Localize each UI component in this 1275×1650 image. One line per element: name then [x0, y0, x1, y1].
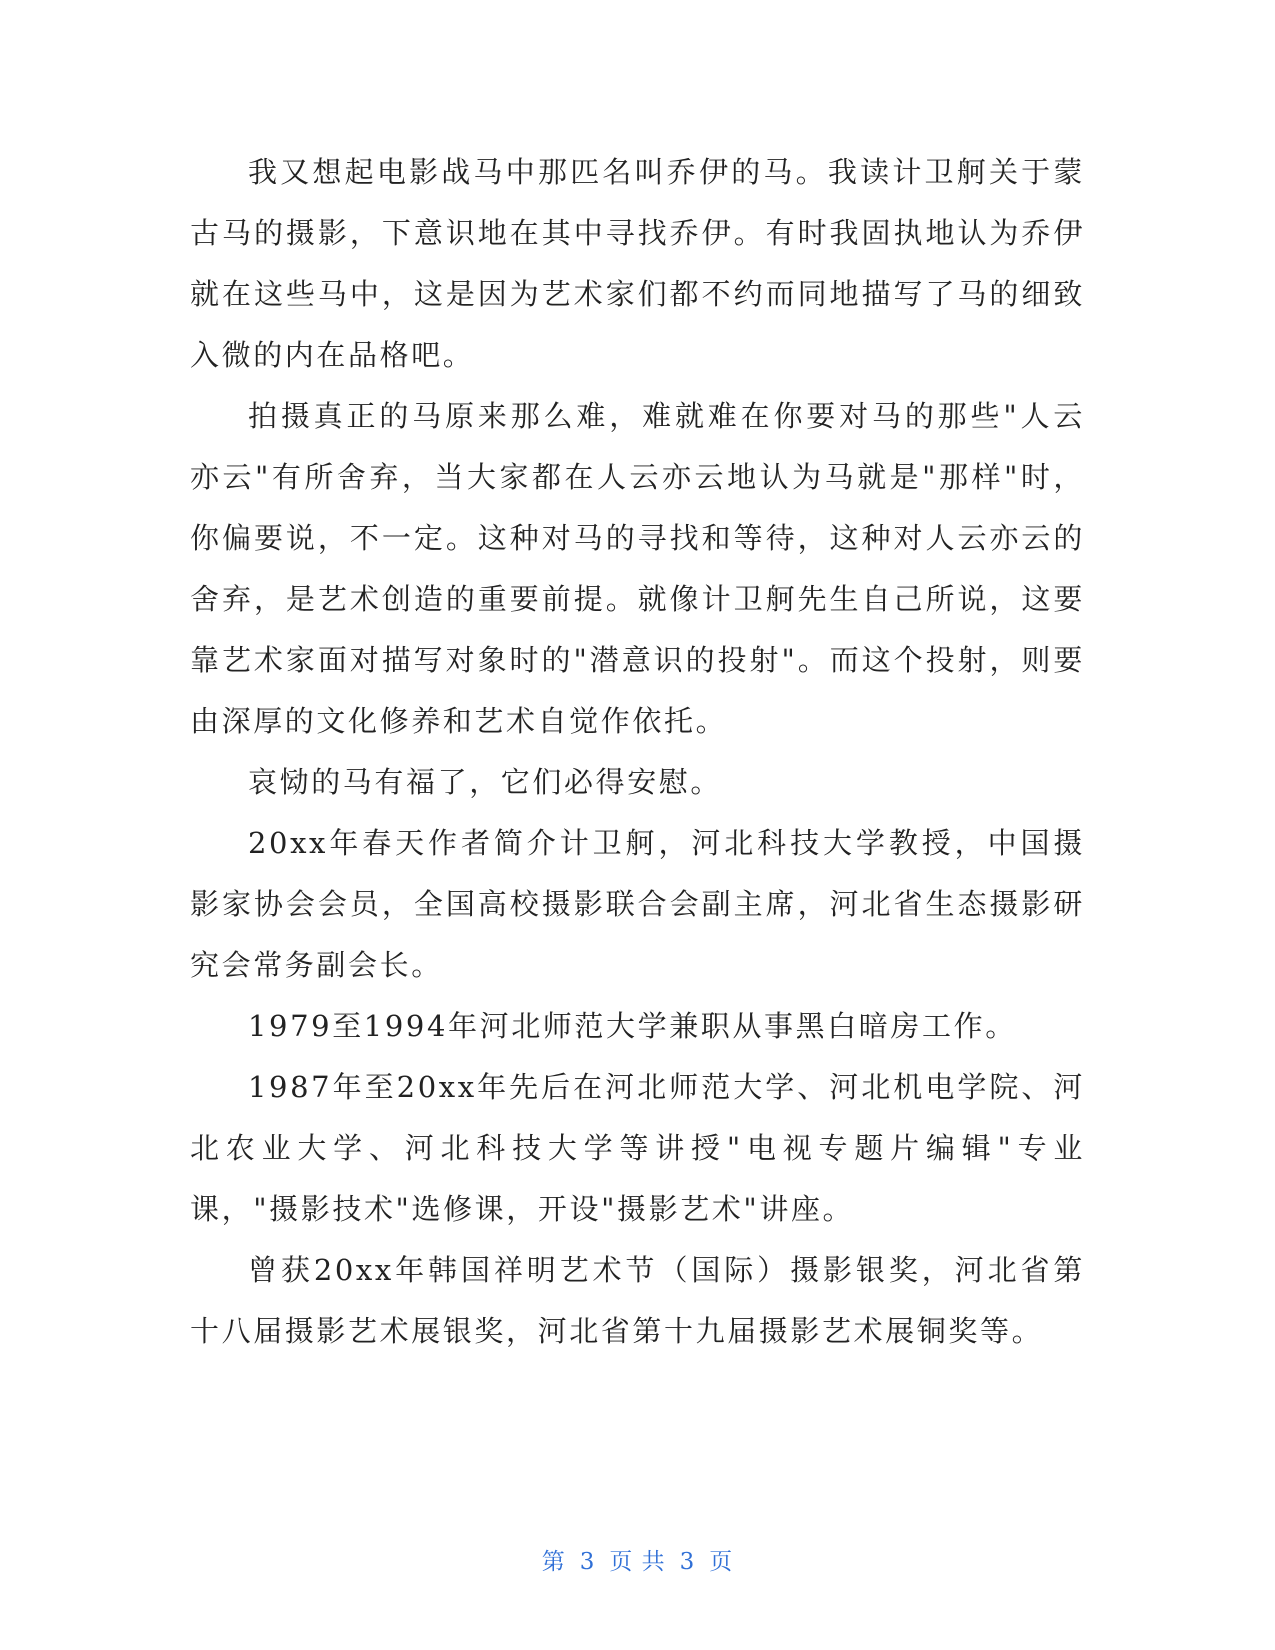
total-pages-number: 3 [679, 1549, 696, 1575]
current-page-number: 3 [579, 1549, 596, 1575]
paragraph: 拍摄真正的马原来那么难，难就难在你要对马的那些"人云亦云"有所舍弃，当大家都在人云亦云地认为马就是"那样"时，你偏要说，不一定。这种对马的寻找和等待，这种对人云亦云的舍弃，是艺术创造的重要前提。就像计卫舸先生自己所说，这要靠艺术家面对描写对象时的"潜意识的投射"。而这个投射，则要由深厚的文化修养和艺术自觉作依托。 [190, 399, 1085, 738]
footer-middle: 页 共 [609, 1549, 666, 1575]
document-body [190, 142, 1085, 1362]
footer-prefix: 第 [541, 1549, 566, 1575]
paragraph: 1979至1994年河北师范大学兼职从事黑白暗房工作。 [248, 1009, 1017, 1043]
paragraph: 1987年至20xx年先后在河北师范大学、河北机电学院、河北农业大学、河北科技大学等讲授"电视专题片编辑"专业课，"摄影技术"选修课，开设"摄影艺术"讲座。 [190, 1070, 1085, 1226]
paragraph: 20xx年春天作者简介计卫舸，河北科技大学教授，中国摄影家协会会员，全国高校摄影联合会副主席，河北省生态摄影研究会常务副会长。 [190, 826, 1085, 982]
page-footer [0, 1543, 1275, 1576]
paragraph: 我又想起电影战马中那匹名叫乔伊的马。我读计卫舸关于蒙古马的摄影，下意识地在其中寻找乔伊。有时我固执地认为乔伊就在这些马中，这是因为艺术家们都不约而同地描写了马的细致入微的内在品格吧。 [190, 155, 1085, 372]
paragraph: 哀恸的马有福了，它们必得安慰。 [248, 765, 723, 799]
footer-suffix: 页 [709, 1549, 734, 1575]
paragraph: 曾获20xx年韩国祥明艺术节（国际）摄影银奖，河北省第十八届摄影艺术展银奖，河北省第十九届摄影艺术展铜奖等。 [190, 1253, 1085, 1348]
